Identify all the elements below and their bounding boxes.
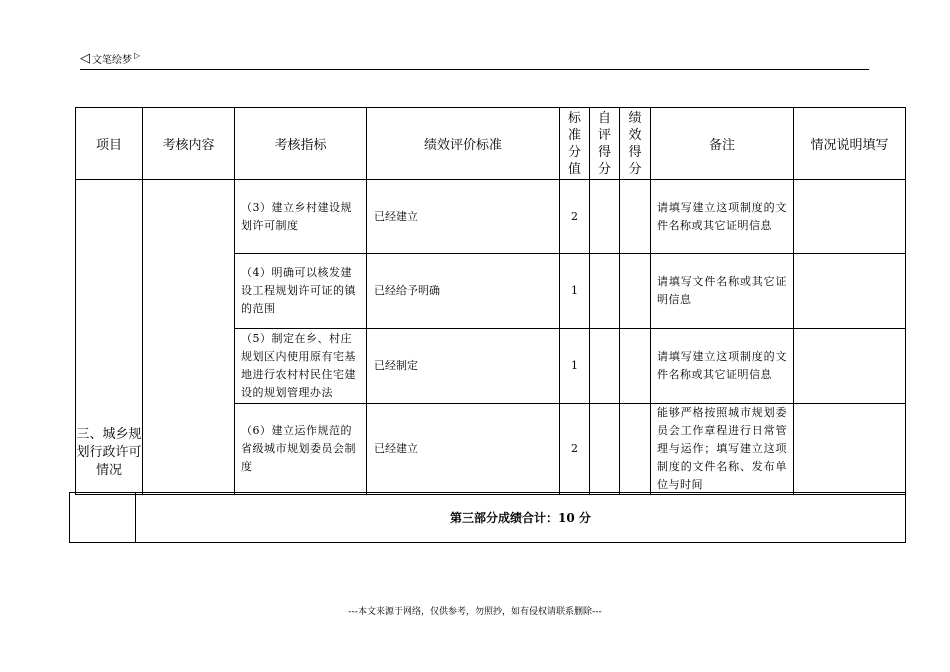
- header-item: 项目: [76, 108, 143, 180]
- note-cell: 请填写建立这项制度的文件名称或其它证明信息: [651, 329, 794, 404]
- self-score-cell[interactable]: [590, 404, 620, 495]
- performance-score-cell[interactable]: [620, 329, 651, 404]
- note-cell: 请填写建立这项制度的文件名称或其它证明信息: [651, 180, 794, 254]
- header-self-score: 自 评 得 分: [590, 108, 620, 180]
- content-cell: [143, 180, 235, 495]
- assessment-table: [75, 107, 906, 495]
- explain-cell[interactable]: [794, 329, 906, 404]
- score-cell: 2: [560, 404, 590, 495]
- score-cell: 1: [560, 329, 590, 404]
- performance-score-cell[interactable]: [620, 180, 651, 254]
- self-score-cell[interactable]: [590, 329, 620, 404]
- header-divider: [80, 69, 869, 70]
- self-score-cell[interactable]: [590, 180, 620, 254]
- explain-cell[interactable]: [794, 180, 906, 254]
- indicator-cell: （4）明确可以核发建设工程规划许可证的镇的范围: [235, 254, 367, 329]
- footer-disclaimer: ---本文来源于网络，仅供参考，勿照抄，如有侵权请联系删除---: [348, 607, 602, 617]
- indicator-cell: （5）制定在乡、村庄规划区内使用原有宅基地进行农村村民住宅建设的规划管理办法: [235, 329, 367, 404]
- total-score: 第三部分成绩合计：10 分: [136, 493, 906, 543]
- triangle-right-icon: ▷: [134, 50, 141, 60]
- standard-cell: 已经给予明确: [367, 254, 560, 329]
- triangle-left-icon: ◁: [80, 51, 90, 66]
- header-title: 文笔绘梦: [92, 55, 132, 66]
- header-explain: 情况说明填写: [794, 108, 906, 180]
- header-indicator: 考核指标: [235, 108, 367, 180]
- standard-cell: 已经建立: [367, 404, 560, 495]
- header-performance-score: 绩 效 得 分: [620, 108, 651, 180]
- page-header: [80, 51, 140, 66]
- score-cell: 2: [560, 180, 590, 254]
- self-score-cell[interactable]: [590, 254, 620, 329]
- header-standard-score: 标 准 分 值: [560, 108, 590, 180]
- item-label: 三、城乡规划行政许可情况: [76, 180, 143, 495]
- table-row: [76, 180, 906, 254]
- explain-cell[interactable]: [794, 254, 906, 329]
- indicator-cell: （3）建立乡村建设规划许可制度: [235, 180, 367, 254]
- table-header-row: [76, 108, 906, 180]
- total-blank-cell: [70, 493, 136, 543]
- explain-cell[interactable]: [794, 404, 906, 495]
- total-table: [69, 492, 906, 543]
- standard-cell: 已经建立: [367, 180, 560, 254]
- header-standard: 绩效评价标准: [367, 108, 560, 180]
- note-cell: 能够严格按照城市规划委员会工作章程进行日常管理与运作；填写建立这项制度的文件名称、发布单位与时间: [651, 404, 794, 495]
- indicator-cell: （6）建立运作规范的省级城市规划委员会制度: [235, 404, 367, 495]
- score-cell: 1: [560, 254, 590, 329]
- standard-cell: 已经制定: [367, 329, 560, 404]
- header-note: 备注: [651, 108, 794, 180]
- performance-score-cell[interactable]: [620, 404, 651, 495]
- note-cell: 请填写文件名称或其它证明信息: [651, 254, 794, 329]
- header-content: 考核内容: [143, 108, 235, 180]
- total-row: [70, 493, 906, 543]
- performance-score-cell[interactable]: [620, 254, 651, 329]
